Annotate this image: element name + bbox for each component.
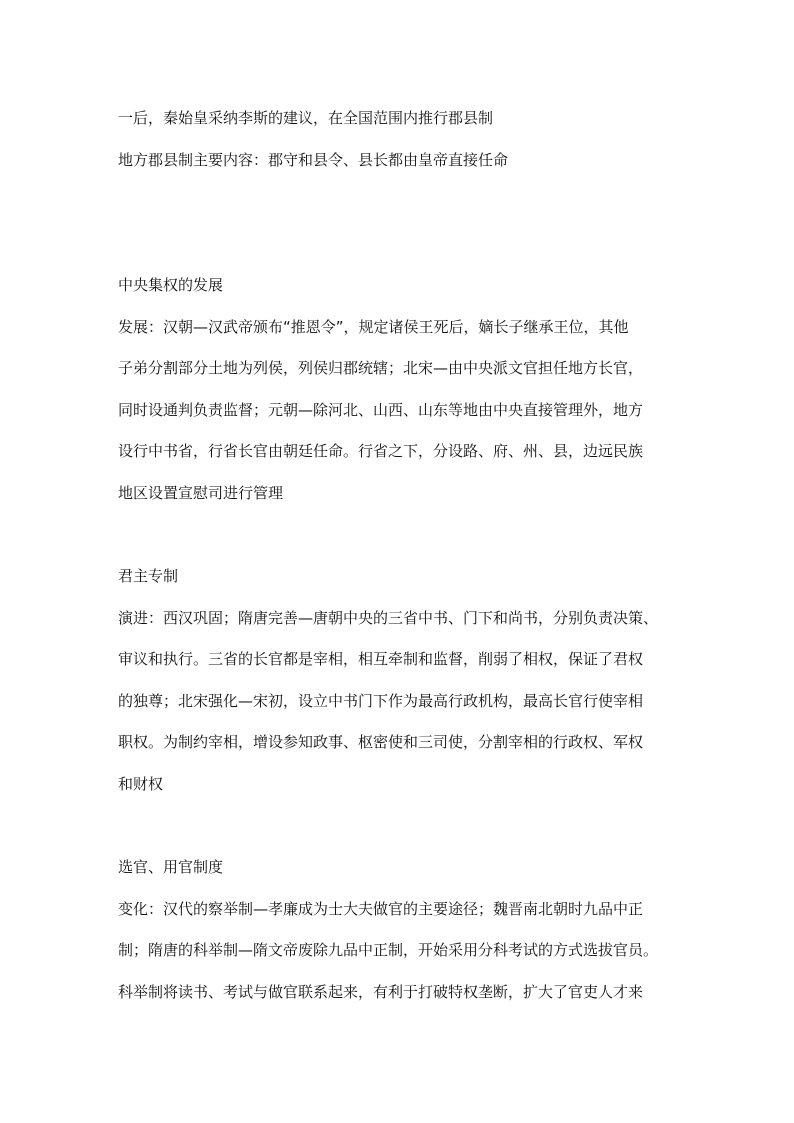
paragraph-line: 演进：西汉巩固；隋唐完善—唐朝中央的三省中书、门下和尚书，分别负责决策、 <box>118 609 659 627</box>
paragraph-line: 子弟分割部分土地为列侯，列侯归郡统辖；北宋—由中央派文官担任地方长官， <box>118 359 644 377</box>
section-heading-centralization: 中央集权的发展 <box>118 276 224 294</box>
paragraph-line: 发展：汉朝—汉武帝颁布“推恩令”，规定诸侯王死后，嫡长子继承王位，其他 <box>118 318 629 336</box>
paragraph-line: 审议和执行。三省的长官都是宰相，相互牵制和监督，削弱了相权，保证了君权 <box>118 650 644 668</box>
paragraph-line: 职权。为制约宰相，增设参知政事、枢密使和三司使，分割宰相的行政权、军权 <box>118 733 644 751</box>
paragraph-line: 同时设通判负责监督；元朝—除河北、山西、山东等地由中央直接管理外，地方 <box>118 401 644 419</box>
paragraph-line: 变化：汉代的察举制—孝廉成为士大夫做官的主要途径；魏晋南北朝时九品中正 <box>118 900 644 918</box>
section-heading-official-selection: 选官、用官制度 <box>118 858 224 876</box>
paragraph-line: 科举制将读书、考试与做官联系起来，有利于打破特权垄断，扩大了官吏人才来 <box>118 983 644 1001</box>
paragraph-line: 和财权 <box>118 775 164 793</box>
paragraph-line: 制；隋唐的科举制—隋文帝废除九品中正制，开始采用分科考试的方式选拔官员。 <box>118 941 659 959</box>
intro-line-2: 地方郡县制主要内容：郡守和县令、县长都由皇帝直接任命 <box>118 151 509 169</box>
intro-line-1: 一后，秦始皇采纳李斯的建议，在全国范围内推行郡县制 <box>118 109 494 127</box>
paragraph-line: 的独尊；北宋强化—宋初，设立中书门下作为最高行政机构，最高长官行使宰相 <box>118 692 644 710</box>
paragraph-line: 地区设置宣慰司进行管理 <box>118 484 284 502</box>
section-heading-autocracy: 君主专制 <box>118 567 179 585</box>
paragraph-line: 设行中书省，行省长官由朝廷任命。行省之下，分设路、府、州、县，边远民族 <box>118 442 644 460</box>
